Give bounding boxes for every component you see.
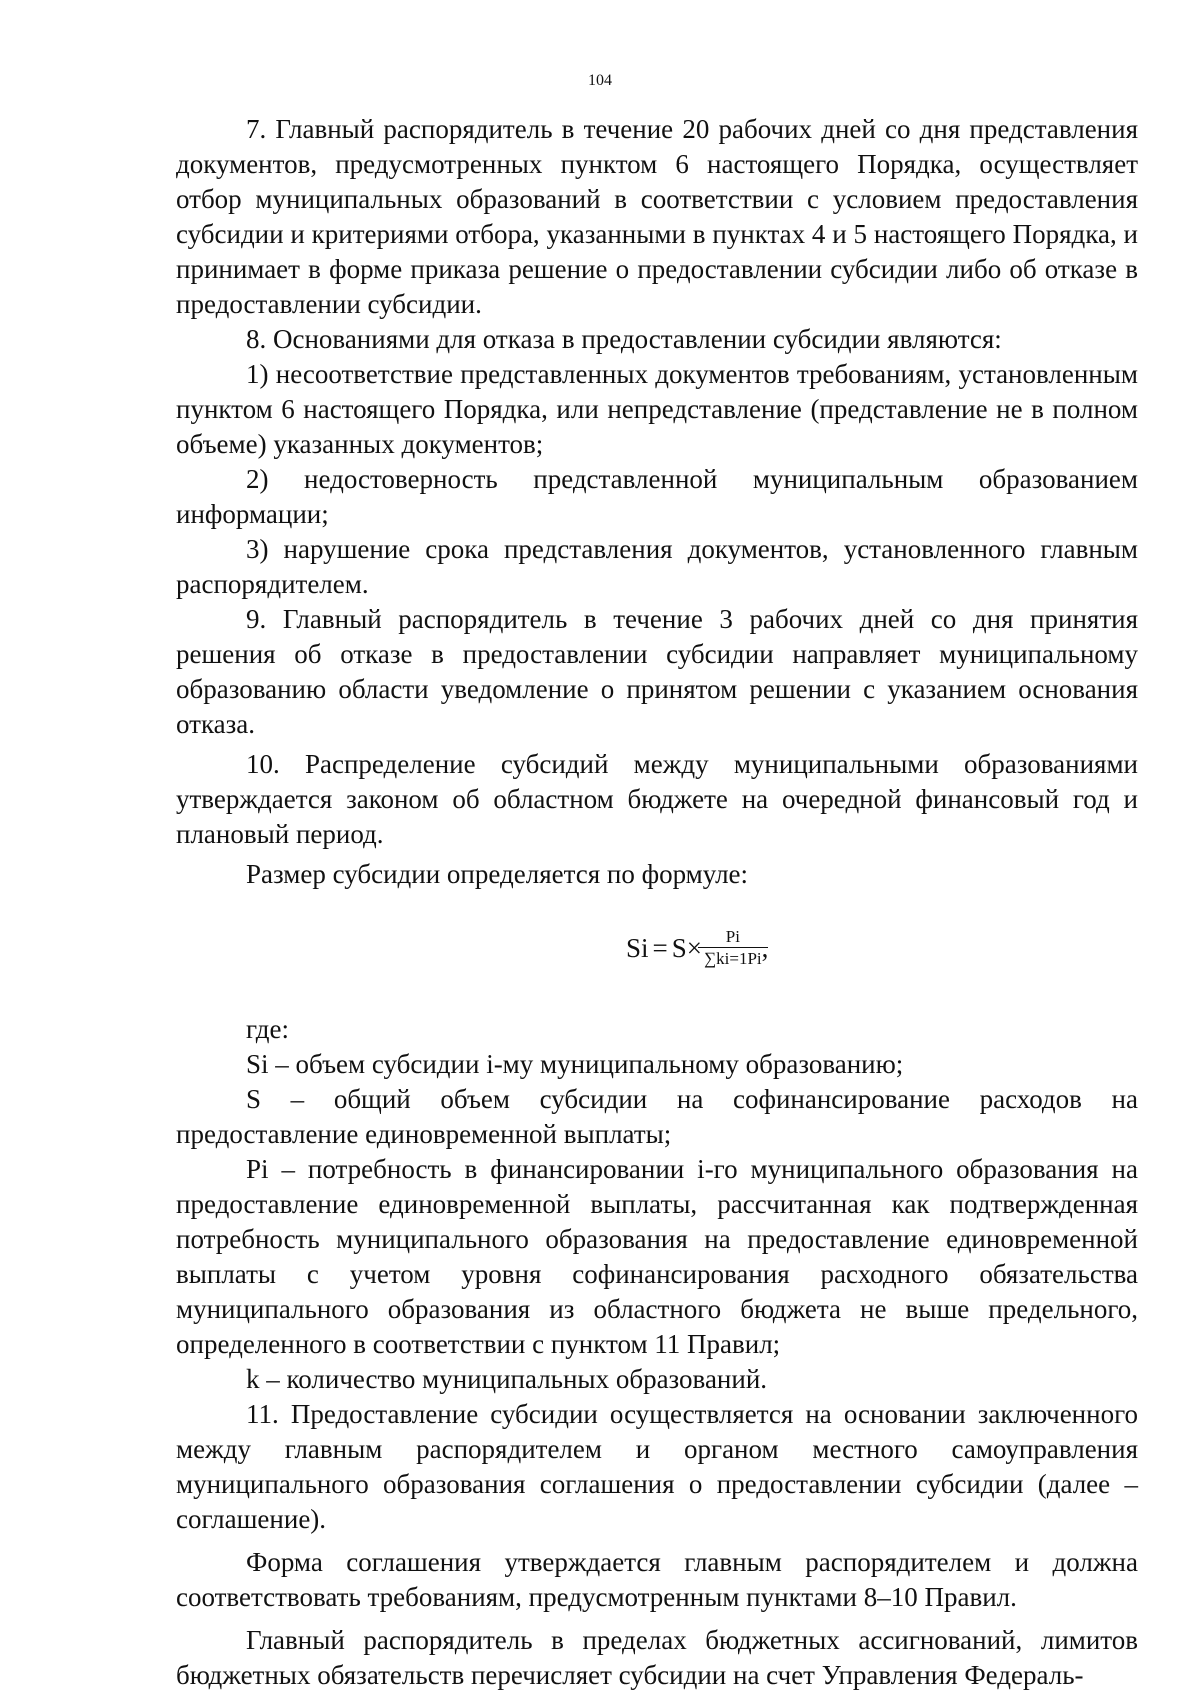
paragraph-9: 9. Главный распорядитель в течение 3 рабочих дней со дня принятия решения об отказе в предоставлении субсидии направляет муниципальному образованию области уведомление о принятом решении с указанием основания отказа. <box>176 604 1138 739</box>
paragraph-10: 10. Распределение субсидий между муниципальными образованиями утверждается законом об областном бюджете на очередной финансовый год и плановый период. <box>176 749 1138 849</box>
definition-pi: Pi – потребность в финансировании i-го муниципального образования на предоставление единовременной выплаты, рассчитанная как подтвержденная потребность муниципального образования на предоставление единовременной выплаты с учетом уровня софинансирования расходного обязательства муниципального образования из областного бюджета не выше предельного, определенного в соответствии с пунктом 11 Правил; <box>176 1154 1138 1359</box>
formula-intro: Размер субсидии определяется по формуле: <box>246 859 749 889</box>
formula-total: S <box>671 932 687 963</box>
where-label: где: <box>246 1014 289 1044</box>
formula-numerator: Pi <box>698 928 768 948</box>
paragraph-11: 11. Предоставление субсидии осуществляется на основании заключенного между главным распорядителем и органом местного самоуправления муниципального образования соглашения о предоставлении субсидии (далее – соглашение). <box>176 1399 1138 1534</box>
formula-denominator: ∑ki=1Pi <box>704 949 762 968</box>
paragraph-8-item-3: 3) нарушение срока представления документов, установленного главным распорядителем. <box>176 534 1138 599</box>
formula-trailing-comma: , <box>761 932 769 963</box>
subsidy-formula <box>626 928 768 968</box>
agreement-form-paragraph: Форма соглашения утверждается главным распорядителем и должна соответствовать требованиям, предусмотренным пунктами 8–10 Правил. <box>176 1547 1138 1612</box>
transfer-paragraph: Главный распорядитель в пределах бюджетных ассигнований, лимитов бюджетных обязательств перечисляет субсидии на счет Управления Федераль- <box>176 1625 1138 1690</box>
formula-fraction <box>704 928 762 968</box>
page-number: 104 <box>588 72 612 89</box>
paragraph-8: 8. Основаниями для отказа в предоставлении субсидии являются: <box>246 324 1002 354</box>
definition-s: S – общий объем субсидии на софинансирование расходов на предоставление единовременной выплаты; <box>176 1084 1138 1149</box>
definition-si: Si – объем субсидии i-му муниципальному образованию; <box>246 1049 904 1079</box>
document-body <box>176 112 1138 1693</box>
paragraph-8-item-1: 1) несоответствие представленных документов требованиям, установленным пунктом 6 настоящего Порядка, или непредставление (представление не в полном объеме) указанных документов; <box>176 359 1138 459</box>
formula-equals: = <box>652 932 668 963</box>
formula-block <box>176 892 1138 1012</box>
formula-lhs: Si <box>626 932 649 963</box>
paragraph-7: 7. Главный распорядитель в течение 20 рабочих дней со дня представления документов, предусмотренных пунктом 6 настоящего Порядка, осуществляет отбор муниципальных образований в соответствии с условием предоставления субсидии и критериями отбора, указанными в пунктах 4 и 5 настоящего Порядка, и принимает в форме приказа решение о предоставлении субсидии либо об отказе в предоставлении субсидии. <box>176 114 1138 319</box>
formula-times: × <box>686 932 703 963</box>
paragraph-8-item-2: 2) недостоверность представленной муниципальным образованием информации; <box>176 464 1138 529</box>
definition-k: k – количество муниципальных образований. <box>246 1364 768 1394</box>
